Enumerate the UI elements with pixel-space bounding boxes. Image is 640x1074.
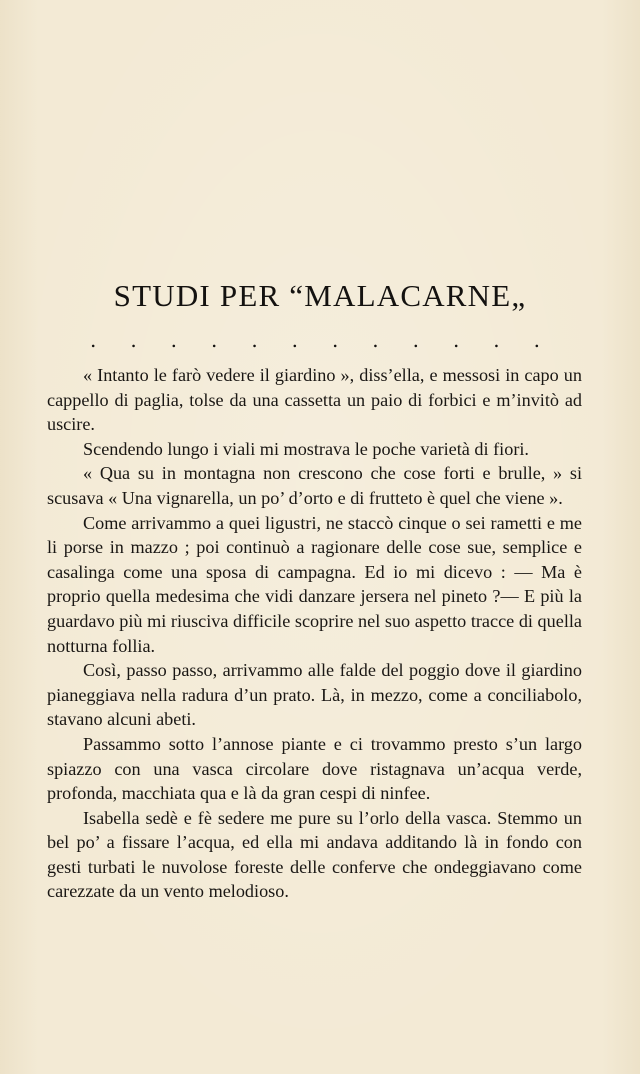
paragraph: Come arrivammo a quei ligustri, ne staccò cinque o sei rametti e me li porse in mazzo ; poi continuò a ragionare delle cose sue, semplice e casalinga come una sposa di campagna. Ed io mi dicevo : — Ma è proprio quella medesima che vidi danzare jersera nel pineto ?— E più la guardavo più mi riusciva difficile scoprire nel suo aspetto tracce di quella notturna follia. xyxy=(47,512,582,656)
ellipsis-dot: . xyxy=(170,328,178,352)
ellipsis-dot: . xyxy=(452,328,460,352)
paragraph: Isabella sedè e fè sedere me pure su l’orlo della vasca. Stemmo un bel po’ a fissare l’acqua, ed ella mi andava additando là in fondo con gesti turbati le nuvolose foreste delle conferve che ondeggiavano come carezzate da un vento melodioso. xyxy=(47,807,582,902)
ellipsis-dot: . xyxy=(291,328,298,352)
ellipsis-dot: . xyxy=(493,328,500,352)
paragraph: « Intanto le farò vedere il giardino », diss’ella, e messosi in capo un cappello di paglia, tolse da una cassetta un paio di forbici e m’invitò ad uscire. xyxy=(47,365,582,435)
ellipsis-dot: . xyxy=(251,328,258,352)
ellipsis-dot: . xyxy=(130,328,137,352)
ellipsis-dot: . xyxy=(372,328,379,352)
body-text xyxy=(47,363,582,904)
chapter-title: STUDI PER “MALACARNE„ xyxy=(113,277,527,313)
ellipsis-dot: . xyxy=(412,328,419,352)
paragraph: Scendendo lungo i viali mi mostrava le poche varietà di fiori. xyxy=(83,438,529,459)
paragraph: Passammo sotto l’annose piante e ci trovammo presto s’un largo spiazzo con una vasca circolare dove ristagnava un’acqua verde, profonda, macchiata qua e là da gran cespi di ninfee. xyxy=(47,733,582,804)
paragraph: « Qua su in montagna non crescono che cose forti e brulle, » si scusava « Una vignarella, un po’ d’orto e di frutteto è quel che viene ». xyxy=(47,463,582,508)
ellipsis-dot: . xyxy=(533,328,540,352)
ellipsis-dot: . xyxy=(90,328,97,352)
ellipsis-dots-row xyxy=(90,330,540,350)
ellipsis-dot: . xyxy=(210,328,218,352)
ellipsis-dot: . xyxy=(331,328,339,352)
paragraph: Così, passo passo, arrivammo alle falde del poggio dove il giardino pianeggiava nella radura d’un prato. Là, in mezzo, come a conciliabolo, stavano alcuni abeti. xyxy=(47,660,582,730)
